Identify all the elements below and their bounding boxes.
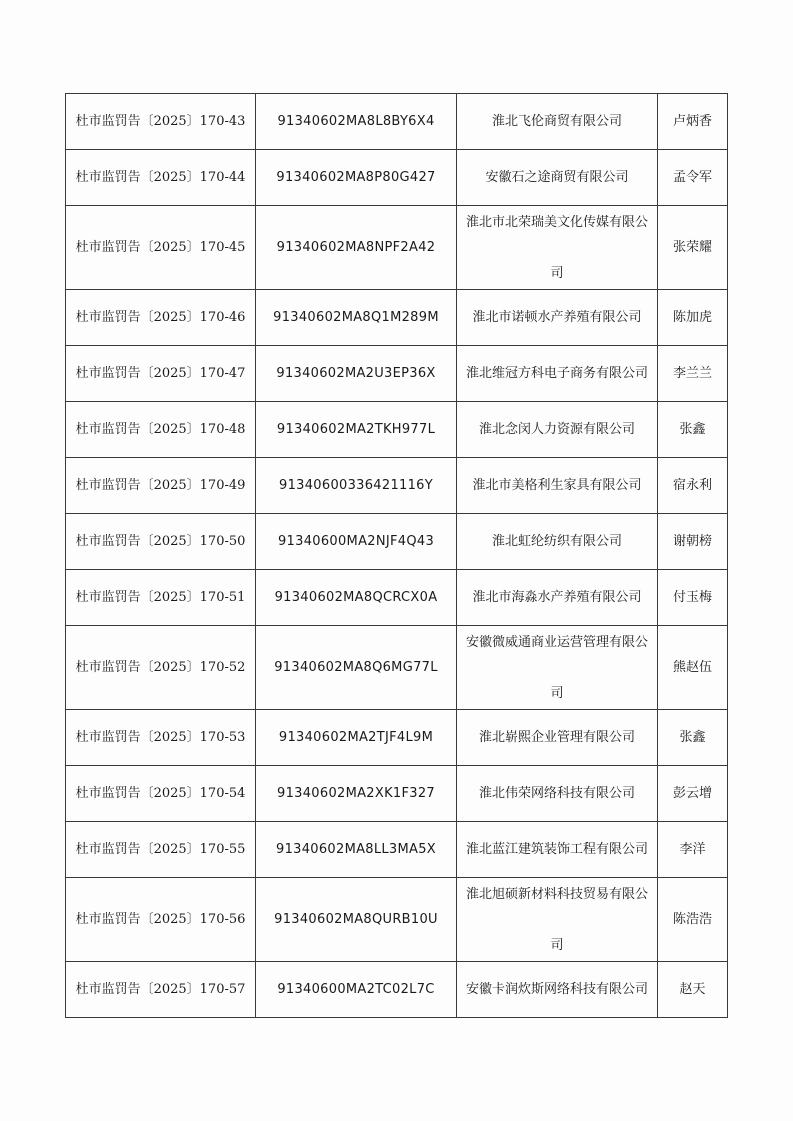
notice-number: 杜市监罚告〔2025〕170-53 — [66, 710, 256, 766]
credit-code: 91340602MA2TKH977L — [256, 402, 457, 458]
notice-number: 杜市监罚告〔2025〕170-49 — [66, 458, 256, 514]
company-name: 淮北市诺顿水产养殖有限公司 — [457, 290, 658, 346]
notice-number: 杜市监罚告〔2025〕170-43 — [66, 94, 256, 150]
company-name — [457, 626, 658, 710]
legal-representative: 张鑫 — [658, 710, 728, 766]
company-name: 淮北市海淼水产养殖有限公司 — [457, 570, 658, 626]
notice-number: 杜市监罚告〔2025〕170-52 — [66, 626, 256, 710]
table-row — [66, 206, 728, 290]
company-name: 安徽卡润炊斯网络科技有限公司 — [457, 962, 658, 1018]
company-name-line-1: 安徽微威通商业运营管理有限公 — [465, 634, 648, 650]
credit-code: 91340602MA8LL3MA5X — [256, 822, 457, 878]
table-row — [66, 962, 728, 1018]
legal-representative: 李洋 — [658, 822, 728, 878]
company-name: 淮北市美格利生家具有限公司 — [457, 458, 658, 514]
notice-number: 杜市监罚告〔2025〕170-50 — [66, 514, 256, 570]
credit-code: 91340600MA2TC02L7C — [256, 962, 457, 1018]
legal-representative: 彭云增 — [658, 766, 728, 822]
table-row — [66, 150, 728, 206]
company-name: 淮北念闵人力资源有限公司 — [457, 402, 658, 458]
company-name-line-1: 淮北市北荣瑞美文化传媒有限公 — [465, 214, 648, 230]
company-name-line-1: 淮北旭硕新材料科技贸易有限公 — [465, 886, 648, 902]
table-row — [66, 878, 728, 962]
legal-representative: 宿永利 — [658, 458, 728, 514]
company-name — [457, 878, 658, 962]
table-row — [66, 710, 728, 766]
company-name-line-2: 司 — [550, 265, 564, 281]
legal-representative: 张荣耀 — [658, 206, 728, 290]
company-name: 淮北飞伦商贸有限公司 — [457, 94, 658, 150]
credit-code: 91340602MA2U3EP36X — [256, 346, 457, 402]
company-name-line-2: 司 — [550, 937, 564, 953]
company-name: 淮北蓝江建筑装饰工程有限公司 — [457, 822, 658, 878]
notice-number: 杜市监罚告〔2025〕170-57 — [66, 962, 256, 1018]
credit-code: 91340602MA8Q1M289M — [256, 290, 457, 346]
legal-representative: 付玉梅 — [658, 570, 728, 626]
credit-code: 91340600336421116Y — [256, 458, 457, 514]
table-row — [66, 94, 728, 150]
notice-number: 杜市监罚告〔2025〕170-51 — [66, 570, 256, 626]
table-row — [66, 402, 728, 458]
table-row — [66, 570, 728, 626]
legal-representative: 张鑫 — [658, 402, 728, 458]
credit-code: 91340602MA8Q6MG77L — [256, 626, 457, 710]
credit-code: 91340602MA8QURB10U — [256, 878, 457, 962]
company-name: 淮北虹纶纺织有限公司 — [457, 514, 658, 570]
table-row — [66, 822, 728, 878]
credit-code: 91340602MA8P80G427 — [256, 150, 457, 206]
credit-code: 91340602MA8L8BY6X4 — [256, 94, 457, 150]
table-row — [66, 346, 728, 402]
legal-representative: 熊赵伍 — [658, 626, 728, 710]
table-row — [66, 626, 728, 710]
notice-number: 杜市监罚告〔2025〕170-56 — [66, 878, 256, 962]
legal-representative: 谢朝榜 — [658, 514, 728, 570]
credit-code: 91340602MA2XK1F327 — [256, 766, 457, 822]
notice-number: 杜市监罚告〔2025〕170-44 — [66, 150, 256, 206]
table-row — [66, 514, 728, 570]
notice-number: 杜市监罚告〔2025〕170-54 — [66, 766, 256, 822]
company-name: 淮北伟荣网络科技有限公司 — [457, 766, 658, 822]
notice-number: 杜市监罚告〔2025〕170-55 — [66, 822, 256, 878]
table-row — [66, 290, 728, 346]
company-name: 安徽石之途商贸有限公司 — [457, 150, 658, 206]
notice-number: 杜市监罚告〔2025〕170-48 — [66, 402, 256, 458]
company-name — [457, 206, 658, 290]
company-name: 淮北维冠方科电子商务有限公司 — [457, 346, 658, 402]
legal-representative: 陈加虎 — [658, 290, 728, 346]
legal-representative: 孟令军 — [658, 150, 728, 206]
table-row — [66, 458, 728, 514]
legal-representative: 陈浩浩 — [658, 878, 728, 962]
company-name-line-2: 司 — [550, 685, 564, 701]
credit-code: 91340602MA8NPF2A42 — [256, 206, 457, 290]
legal-representative: 卢炳香 — [658, 94, 728, 150]
notice-number: 杜市监罚告〔2025〕170-46 — [66, 290, 256, 346]
credit-code: 91340600MA2NJF4Q43 — [256, 514, 457, 570]
notice-number: 杜市监罚告〔2025〕170-45 — [66, 206, 256, 290]
legal-representative: 李兰兰 — [658, 346, 728, 402]
penalty-notice-table — [65, 93, 728, 1018]
notice-number: 杜市监罚告〔2025〕170-47 — [66, 346, 256, 402]
credit-code: 91340602MA2TJF4L9M — [256, 710, 457, 766]
credit-code: 91340602MA8QCRCX0A — [256, 570, 457, 626]
legal-representative: 赵天 — [658, 962, 728, 1018]
table-row — [66, 766, 728, 822]
company-name: 淮北崭熙企业管理有限公司 — [457, 710, 658, 766]
